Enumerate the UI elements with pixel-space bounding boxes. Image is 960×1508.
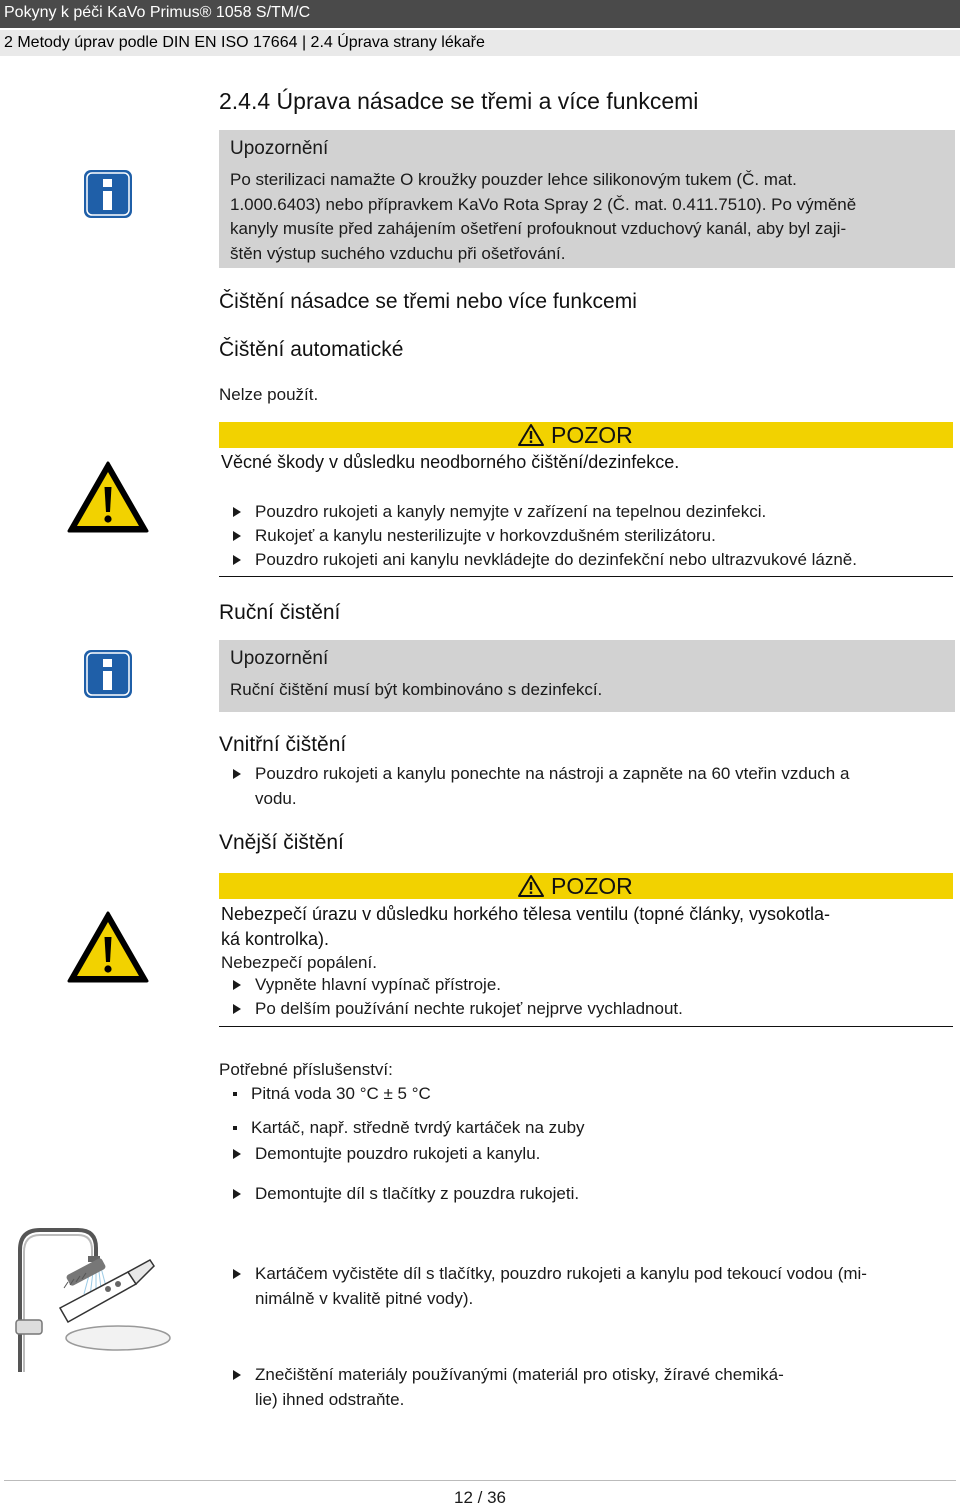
- caution-item: Pouzdro rukojeti ani kanylu nevkládejte do dezinfekční nebo ultrazvukové lázně.: [233, 548, 857, 573]
- internal-cleaning-heading: Vnitřní čištění: [219, 733, 347, 756]
- manual-cleaning-heading: Ruční čistění: [219, 601, 341, 624]
- warning-triangle-icon: [517, 423, 545, 447]
- caution-headline-line: Nebezpečí úrazu v důsledku horkého tělesa ventilu (topné články, vysokotla-: [221, 904, 831, 924]
- document-title: Pokyny k péči KaVo Primus® 1058 S/TM/C: [4, 4, 311, 21]
- cleaning-heading: Čištění násadce se třemi nebo více funkcemi: [219, 290, 637, 313]
- bullet-square-icon: [233, 1126, 237, 1130]
- external-cleaning-heading: Vnější čištění: [219, 831, 344, 854]
- internal-cleaning-step: Pouzdro rukojeti a kanylu ponechte na nástroji a zapněte na 60 vteřin vzduch a vodu.: [233, 762, 849, 811]
- footer-divider: [4, 1480, 956, 1481]
- divider: [219, 576, 953, 577]
- bullet-arrow-icon: [233, 769, 241, 779]
- bullet-arrow-icon: [233, 1370, 241, 1380]
- info-icon: [82, 168, 134, 220]
- warning-icon: [66, 460, 150, 534]
- notice-line: Po sterilizaci namažte O kroužky pouzder lehce silikonovým tukem (Č. mat.: [230, 170, 797, 189]
- caution-item: Vypněte hlavní vypínač přístroje.: [233, 973, 501, 998]
- step-item: Znečištění materiály používanými (materiál pro otisky, žíravé chemiká- lie) ihned odstraňte.: [233, 1363, 784, 1412]
- accessory-item: Pitná voda 30 °C ± 5 °C: [233, 1082, 431, 1107]
- auto-cleaning-text: Nelze použít.: [219, 385, 319, 404]
- bullet-arrow-icon: [233, 1149, 241, 1159]
- notice-line: kanyly musíte před zahájením ošetření profouknout vzduchový kanál, aby byl zaji-: [230, 219, 847, 238]
- caution-headline: Věcné škody v důsledku neodborného čištění/dezinfekce.: [221, 452, 680, 472]
- step-item: Demontujte díl s tlačítky z pouzdra rukojeti.: [233, 1182, 579, 1207]
- caution-item: Po delším používání nechte rukojeť nejprve vychladnout.: [233, 997, 683, 1022]
- caution-bar: [219, 873, 953, 899]
- notice-title: Upozornění: [230, 648, 329, 669]
- bullet-square-icon: [233, 1092, 237, 1096]
- caution-bar: [219, 422, 953, 448]
- notice-box: [219, 130, 955, 268]
- notice-box: [219, 640, 955, 712]
- warning-icon: [66, 910, 150, 984]
- caution-item: Rukojeť a kanylu nesterilizujte v horkovzdušném sterilizátoru.: [233, 524, 716, 549]
- step-item: Demontujte pouzdro rukojeti a kanylu.: [233, 1142, 540, 1167]
- document-header: [0, 0, 960, 28]
- notice-line: 1.000.6403) nebo přípravkem KaVo Rota Spray 2 (Č. mat. 0.411.7510). Po výměně: [230, 194, 857, 214]
- chapter-breadcrumb-bar: [0, 30, 960, 56]
- bullet-arrow-icon: [233, 980, 241, 990]
- notice-title: Upozornění: [230, 138, 329, 159]
- bullet-arrow-icon: [233, 531, 241, 541]
- bullet-arrow-icon: [233, 1189, 241, 1199]
- caution-headline: [221, 902, 830, 952]
- caution-subline: Nebezpečí popálení.: [221, 953, 377, 972]
- notice-line: štěn výstup suchého vzduchu při ošetřování.: [230, 243, 566, 263]
- caution-label: POZOR: [551, 422, 633, 448]
- accessories-label: Potřebné příslušenství:: [219, 1060, 393, 1079]
- bullet-arrow-icon: [233, 555, 241, 565]
- caution-item: Pouzdro rukojeti a kanyly nemyjte v zařízení na tepelnou dezinfekci.: [233, 500, 766, 525]
- caution-headline-line: ká kontrolka).: [221, 929, 330, 949]
- caution-label: POZOR: [551, 873, 633, 899]
- info-icon: [82, 648, 134, 700]
- bullet-arrow-icon: [233, 507, 241, 517]
- breadcrumb: 2 Metody úprav podle DIN EN ISO 17664 | 2.4 Úprava strany lékaře: [4, 34, 485, 51]
- warning-triangle-icon: [517, 874, 545, 898]
- notice-text: Ruční čištění musí být kombinováno s dezinfekcí.: [230, 680, 603, 699]
- cleaning-under-tap-illustration: [8, 1222, 178, 1372]
- step-item: Kartáčem vyčistěte díl s tlačítky, pouzdro rukojeti a kanylu pod tekoucí vodou (mi- nimálně v kvalitě pitné vody).: [233, 1262, 867, 1311]
- accessory-item: Kartáč, např. středně tvrdý kartáček na zuby: [233, 1116, 585, 1141]
- section-title: 2.4.4 Úprava násadce se třemi a více funkcemi: [219, 88, 699, 114]
- bullet-arrow-icon: [233, 1004, 241, 1014]
- page-number: 12 / 36: [454, 1488, 506, 1507]
- auto-cleaning-heading: Čištění automatické: [219, 338, 404, 361]
- bullet-arrow-icon: [233, 1269, 241, 1279]
- divider: [219, 1026, 953, 1027]
